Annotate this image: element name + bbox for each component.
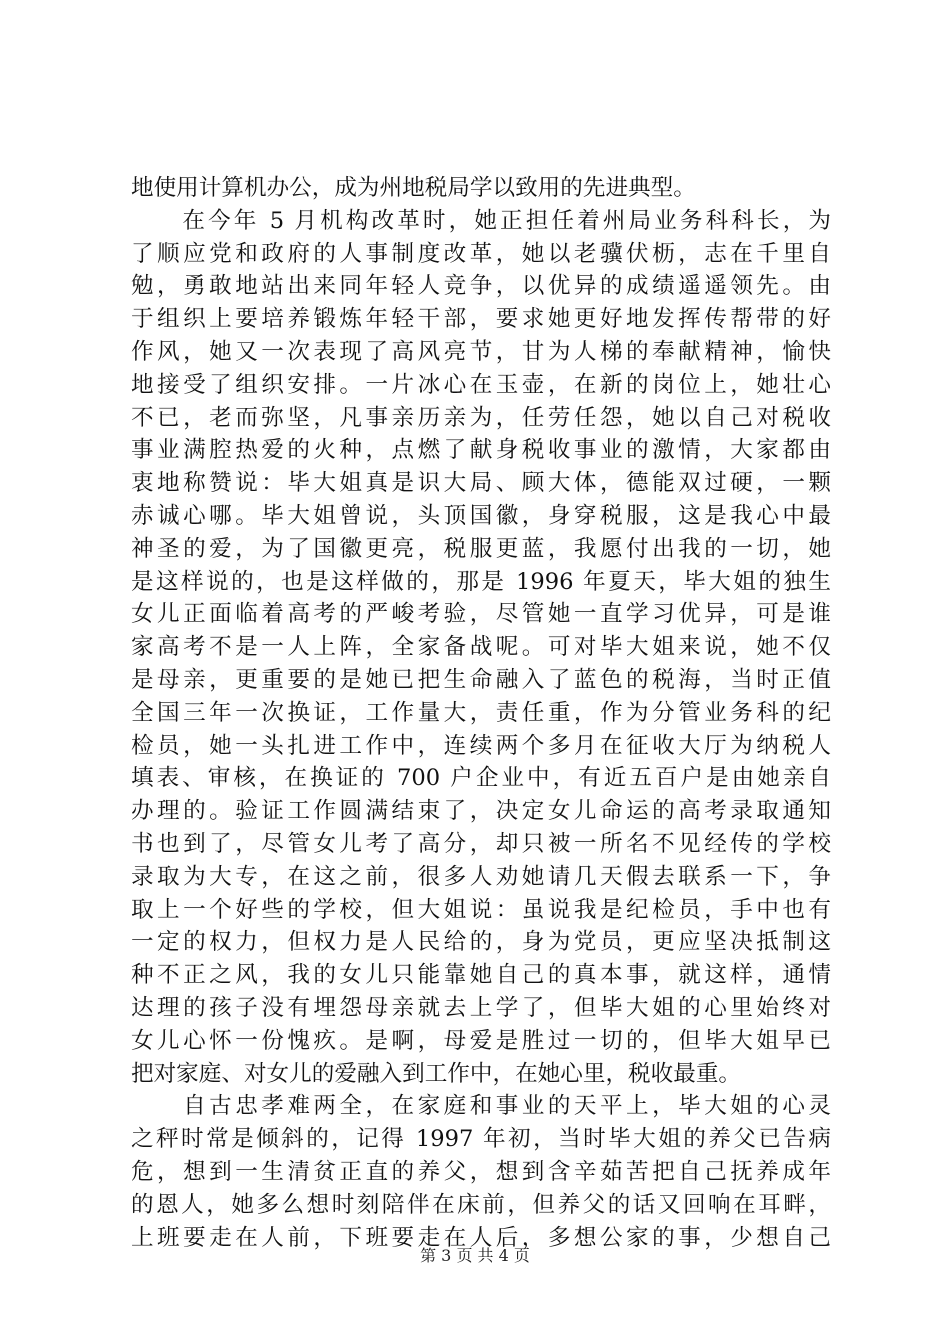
text-line: 了顺应党和政府的人事制度改革，她以老骥伏枥，志在千里自 bbox=[131, 240, 831, 267]
text-line: 是这样说的，也是这样做的，那是 1996 年夏天，毕大姐的独生 bbox=[131, 568, 831, 595]
text-line: 自古忠孝难两全，在家庭和事业的天平上，毕大姐的心灵 bbox=[131, 1093, 831, 1120]
text-line: 书也到了，尽管女儿考了高分，却只被一所名不见经传的学校 bbox=[131, 830, 831, 857]
text-line: 取上一个好些的学校，但大姐说：虽说我是纪检员，手中也有 bbox=[131, 896, 831, 923]
text-line: 之秤时常是倾斜的，记得 1997 年初，当时毕大姐的养父已告病 bbox=[131, 1126, 831, 1153]
text-line: 上班要走在人前，下班要走在人后，多想公家的事，少想自己 bbox=[131, 1224, 831, 1251]
text-line: 办理的。验证工作圆满结束了，决定女儿命运的高考录取通知 bbox=[131, 798, 831, 825]
text-line: 危，想到一生清贫正直的养父，想到含辛茹苦把自己抚养成年 bbox=[131, 1158, 831, 1185]
text-line: 女儿心怀一份愧疚。是啊，母爱是胜过一切的，但毕大姐早已 bbox=[131, 1027, 831, 1054]
text-line: 把对家庭、对女儿的爱融入到工作中，在她心里，税收最重。 bbox=[131, 1060, 742, 1087]
text-line: 填表、审核，在换证的 700 户企业中，有近五百户是由她亲自 bbox=[131, 765, 831, 792]
body-text bbox=[131, 172, 831, 1254]
text-line: 全国三年一次换证，工作量大，责任重，作为分管业务科的纪 bbox=[131, 699, 831, 726]
text-line: 在今年 5 月机构改革时，她正担任着州局业务科科长，为 bbox=[131, 207, 831, 234]
text-line: 家高考不是一人上阵，全家备战呢。可对毕大姐来说，她不仅 bbox=[131, 634, 831, 661]
text-line: 地接受了组织安排。一片冰心在玉壶，在新的岗位上，她壮心 bbox=[131, 371, 831, 398]
text-line: 女儿正面临着高考的严峻考验，尽管她一直学习优异，可是谁 bbox=[131, 601, 831, 628]
text-line: 种不正之风，我的女儿只能靠她自己的真本事，就这样，通情 bbox=[131, 962, 831, 989]
text-line: 的恩人，她多么想时刻陪伴在床前，但养父的话又回响在耳畔， bbox=[131, 1191, 831, 1218]
text-line: 不已，老而弥坚，凡事亲历亲为，任劳任怨，她以自己对税收 bbox=[131, 404, 831, 431]
text-line: 作风，她又一次表现了高风亮节，甘为人梯的奉献精神，愉快 bbox=[131, 338, 831, 365]
text-line: 勉，勇敢地站出来同年轻人竞争，以优异的成绩遥遥领先。由 bbox=[131, 273, 831, 300]
text-line: 赤诚心哪。毕大姐曾说，头顶国徽，身穿税服，这是我心中最 bbox=[131, 502, 831, 529]
text-line: 地使用计算机办公，成为州地税局学以致用的先进典型。 bbox=[131, 175, 696, 201]
text-line: 是母亲，更重要的是她已把生命融入了蓝色的税海，当时正值 bbox=[131, 666, 831, 693]
text-line: 录取为大专，在这之前，很多人劝她请几天假去联系一下，争 bbox=[131, 863, 831, 890]
text-line: 神圣的爱，为了国徽更亮，税服更蓝，我愿付出我的一切，她 bbox=[131, 535, 831, 562]
text-line: 衷地称赞说：毕大姐真是识大局、顾大体，德能双过硬，一颗 bbox=[131, 470, 831, 497]
text-line: 于组织上要培养锻炼年轻干部，要求她更好地发挥传帮带的好 bbox=[131, 306, 831, 333]
text-line: 达理的孩子没有埋怨母亲就去上学了，但毕大姐的心里始终对 bbox=[131, 994, 831, 1021]
text-line: 事业满腔热爱的火种，点燃了献身税收事业的激情，大家都由 bbox=[131, 437, 831, 464]
page-footer: 第 3 页 共 4 页 bbox=[420, 1246, 530, 1265]
text-line: 一定的权力，但权力是人民给的，身为党员，更应坚决抵制这 bbox=[131, 929, 831, 956]
text-line: 检员，她一头扎进工作中，连续两个多月在征收大厅为纳税人 bbox=[131, 732, 831, 759]
